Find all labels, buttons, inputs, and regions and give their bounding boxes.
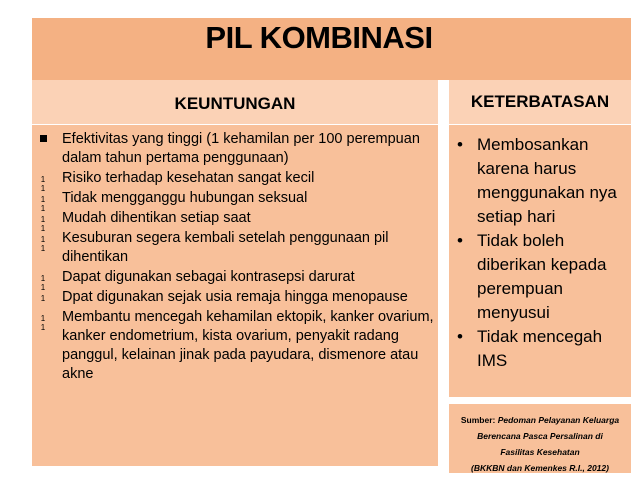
bullet-marker: 1 1 bbox=[40, 195, 46, 213]
source-line-1: Pedoman Pelayanan Keluarga bbox=[497, 415, 620, 425]
source-line-3: Fasilitas Kesehatan bbox=[500, 447, 580, 457]
advantage-text: Tidak mengganggu hubungan seksual bbox=[62, 190, 308, 206]
advantages-panel bbox=[32, 125, 438, 466]
limitation-item bbox=[457, 325, 627, 373]
advantage-item bbox=[32, 229, 438, 267]
bullet-marker: 1 1 bbox=[40, 175, 46, 193]
source-label: Sumber: bbox=[460, 415, 498, 425]
source-citation bbox=[449, 404, 631, 473]
advantage-item bbox=[32, 268, 438, 292]
bullet-marker: 1 bbox=[40, 294, 46, 303]
limitation-text: Tidak mencegah IMS bbox=[477, 327, 603, 370]
advantage-item bbox=[32, 308, 438, 384]
advantages-header bbox=[32, 80, 438, 124]
advantage-text: Kesuburan segera kembali setelah penggunaan pil dihentikan bbox=[62, 230, 389, 265]
advantage-item bbox=[32, 130, 438, 168]
advantage-text: Mudah dihentikan setiap saat bbox=[62, 210, 251, 226]
advantages-list bbox=[32, 130, 438, 385]
advantage-item bbox=[32, 189, 438, 213]
limitation-item bbox=[457, 229, 627, 325]
advantage-item bbox=[32, 209, 438, 233]
limitations-list bbox=[457, 133, 627, 373]
advantage-text: Membantu mencegah kehamilan ektopik, kanker ovarium, kanker endometrium, kista ovarium, penyakit radang panggul, kelainan jinak pada payudara, dismenore atau akne bbox=[62, 309, 434, 382]
advantages-header-label: KEUNTUNGAN bbox=[174, 94, 296, 113]
bullet-icon: • bbox=[457, 135, 463, 154]
limitations-header bbox=[449, 80, 631, 124]
bullet-marker: 1 1 bbox=[40, 235, 46, 253]
bullet-icon: • bbox=[457, 327, 463, 346]
advantage-item bbox=[32, 288, 438, 307]
bullet-marker: 1 1 bbox=[40, 215, 46, 233]
advantage-text: Dapat digunakan sebagai kontrasepsi darurat bbox=[62, 269, 355, 285]
bullet-marker: 1 1 bbox=[40, 274, 46, 292]
limitations-header-label: KETERBATASAN bbox=[470, 92, 610, 111]
slide-title: PIL KOMBINASI bbox=[205, 20, 433, 55]
square-bullet-icon bbox=[36, 135, 50, 142]
limitation-item bbox=[457, 133, 627, 229]
advantage-text: Risiko terhadap kesehatan sangat kecil bbox=[62, 170, 315, 186]
limitation-text: Membosankan karena harus menggunakan nya setiap hari bbox=[477, 135, 617, 226]
bullet-icon: • bbox=[457, 231, 463, 250]
advantage-text: Dpat digunakan sejak usia remaja hingga menopause bbox=[62, 289, 408, 305]
limitations-panel bbox=[449, 125, 631, 397]
bullet-marker: 1 1 bbox=[40, 314, 46, 332]
limitation-text: Tidak boleh diberikan kepada perempuan menyusui bbox=[477, 231, 607, 322]
advantage-item bbox=[32, 169, 438, 193]
advantage-text: Efektivitas yang tinggi (1 kehamilan per 100 perempuan dalam tahun pertama penggunaan) bbox=[62, 131, 420, 166]
source-line-2: Berencana Pasca Persalinan di bbox=[477, 431, 603, 441]
source-line-4: (BKKBN dan Kemenkes R.I., 2012) bbox=[471, 463, 609, 473]
